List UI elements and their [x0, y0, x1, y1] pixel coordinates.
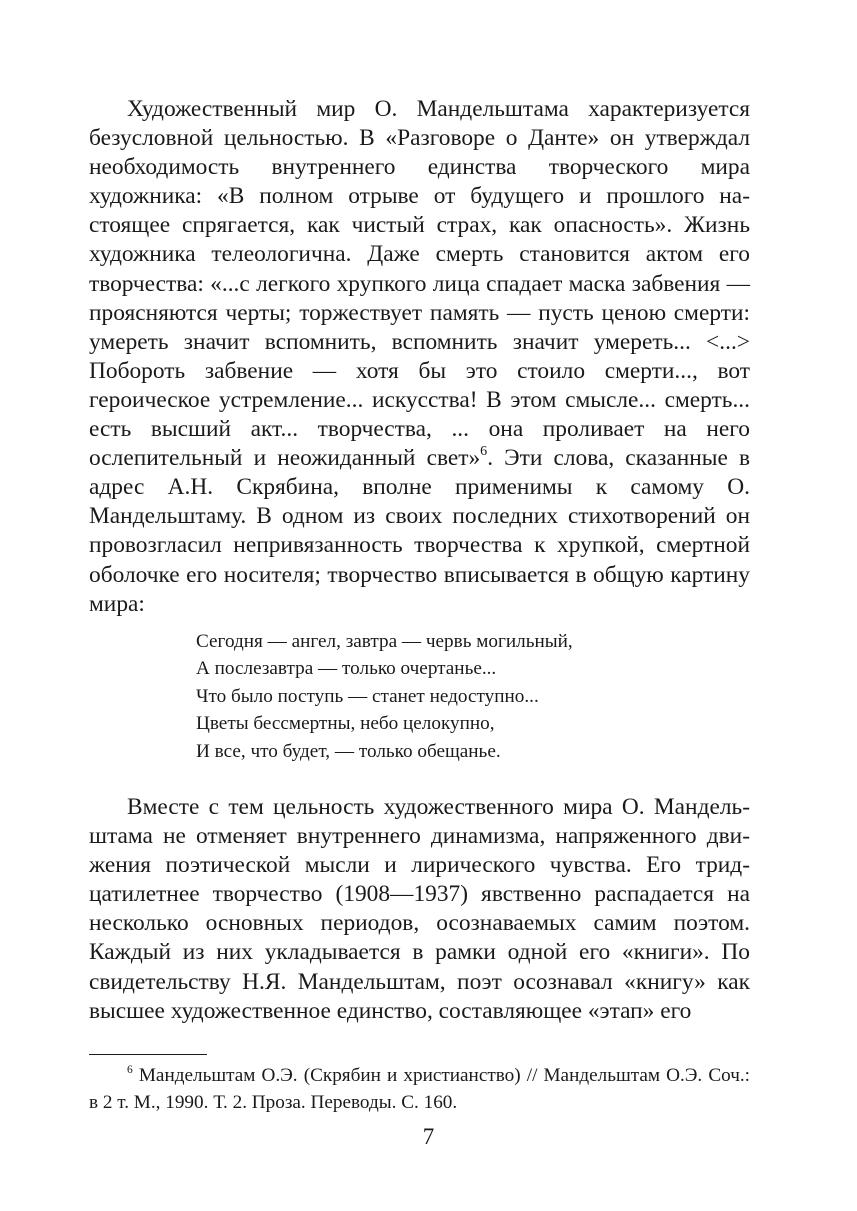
poem-quote — [196, 628, 573, 765]
poem-line: И все, что будет, — только обещанье. — [196, 740, 501, 762]
footnote-text: Мандельштам О.Э. (Скрябин и христианство) // Мандельштам О.Э. Соч.: в 2 т. М., 1990. Т. 2. Проза. Переводы. С. 160. — [89, 1065, 751, 1113]
footnote-reference[interactable]: 6 — [480, 443, 488, 460]
poem-line: Сегодня — ангел, завтра — червь могильный, — [196, 631, 573, 652]
footnote-entry — [89, 1062, 750, 1116]
poem-line: А послезавтра — только очертанье... — [196, 658, 497, 680]
poem-line: Что было поступь — станет недоступно... — [196, 685, 539, 707]
paragraph-1-text — [89, 95, 750, 619]
paragraph-1-text-after-note: . Эти слова, сказанные в адрес А.Н. Скрябина, вполне применимы к самому О. Мандельштаму. В одном из своих последних стихотворений он провозгласил непривязанность творчества к хрупкой, смертной оболочке его носителя; творчество вписывается в общую картину мира: — [89, 445, 750, 617]
paragraph-2-text: Вместе с тем цельность художественного мира О. Мандельштама не отменяет внутреннего динамизма, напряженного движения поэтической мысли и лирического чувства. Его тридцатилетнее творчество (1908—1937) явственно распадается на несколько основных периодов, осознаваемых самим поэтом. Каждый из них укладывается в рамки одной его «книги». По свидетельству Н.Я. Мандельштам, поэт осознавал «книгу» как высшее художественное единство, составляющее «этап» его — [89, 794, 750, 1024]
paragraph-1 — [89, 95, 750, 619]
paragraph-2 — [89, 793, 750, 1026]
page-number: 7 — [422, 1124, 435, 1149]
footnote-divider — [89, 1054, 207, 1055]
paragraph-1-text-before-note: Художественный мир О. Мандельштама характеризуется безусловной цельностью. В «Разговоре о Данте» он утверждал необходимость внутреннего единства творческого мира художника: «В полном отрыве от будущего и прошлого настоящее спрягается, как чистый страх, как опасность». Жизнь художника телеологична. Даже смерть становится актом его творчества: «...с легкого хрупкого лица спадает маска забвения — проясняются черты; торжествует память — пусть ценою смерти: умереть значит вспомнить, вспомнить значит умереть... <...> Побороть забвение — хотя бы это стоило смерти..., вот героическое устремление... искусства! В этом смысле... смерть... есть высший акт... творчества, ... она проливает на него ослепительный и неожиданный свет» — [89, 96, 750, 472]
poem-line: Цветы бессмертны, небо целокупно, — [196, 713, 495, 735]
footnote-number: 6 — [127, 1063, 133, 1076]
footnote — [89, 1062, 750, 1116]
